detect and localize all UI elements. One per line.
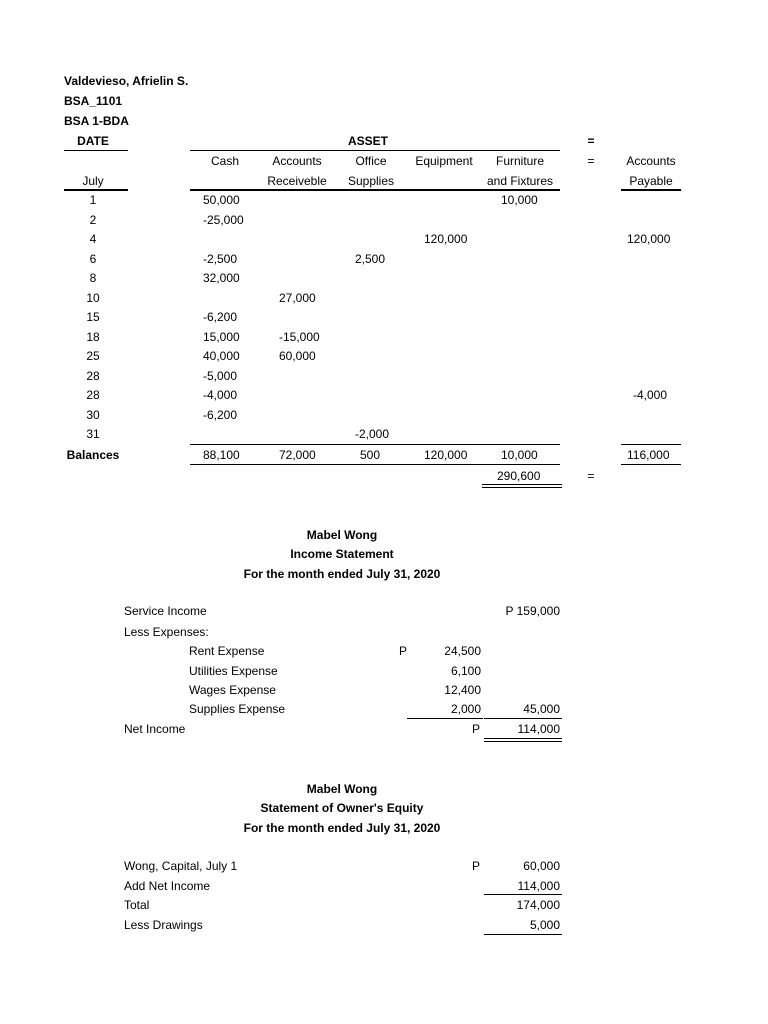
- soe-company-name: Mabel Wong: [306, 782, 378, 796]
- balances-rule: [190, 444, 560, 445]
- net-income-label: Net Income: [124, 722, 186, 736]
- add-net-income-value: 114,000: [517, 879, 560, 893]
- total-label: Total: [124, 898, 150, 912]
- course-code: BSA_1101: [64, 94, 123, 108]
- furniture-column-header-line1: Furniture: [495, 154, 545, 168]
- expenses-rule: [407, 718, 483, 719]
- student-name: Valdevieso, Afrielin S.: [64, 74, 189, 88]
- expense-label: Supplies Expense: [189, 702, 286, 716]
- total-assets-double-underline: [482, 484, 562, 488]
- row-date: 1: [89, 193, 97, 207]
- add-net-income-label: Add Net Income: [124, 879, 211, 893]
- is-period: For the month ended July 31, 2020: [243, 567, 441, 581]
- total-assets: 290,600: [497, 469, 541, 483]
- row-accounts-payable: 120,000: [627, 232, 671, 246]
- expense-peso-sign: P: [399, 644, 408, 658]
- month-underline: [64, 189, 128, 191]
- expense-value: 6,100: [450, 664, 481, 678]
- asset-columns-underline: [190, 189, 560, 191]
- net-income-value: 114,000: [517, 722, 560, 736]
- row-date: 8: [89, 271, 97, 285]
- row-cash: 32,000: [203, 271, 240, 285]
- service-income-value: P 159,000: [505, 604, 560, 618]
- asset-header-underline: [190, 150, 560, 151]
- expense-label: Wages Expense: [189, 683, 276, 697]
- capital-peso-sign: P: [472, 859, 481, 873]
- capital-label: Wong, Capital, July 1: [124, 859, 238, 873]
- ar-column-header-line1: Accounts: [272, 154, 322, 168]
- row-cash: 40,000: [203, 349, 240, 363]
- row-accounts-receivable: 27,000: [279, 291, 316, 305]
- equals-sign: =: [587, 154, 595, 168]
- office-supplies-column-header-line2: Supplies: [347, 174, 395, 188]
- is-title: Income Statement: [290, 547, 394, 561]
- furniture-column-header-line2: and Fixtures: [486, 174, 554, 188]
- equals-sign-header: =: [587, 134, 595, 148]
- balances-bottom-rule: [190, 464, 560, 465]
- month-header: July: [82, 174, 104, 188]
- ar-balance: 72,000: [279, 448, 316, 462]
- row-office-supplies: -2,000: [355, 427, 390, 441]
- date-header-underline: [64, 150, 128, 151]
- ap-column-header-line1: Accounts: [626, 154, 676, 168]
- row-date: 10: [86, 291, 100, 305]
- soe-title: Statement of Owner's Equity: [260, 801, 424, 815]
- row-date: 2: [89, 213, 97, 227]
- row-accounts-receivable: -15,000: [279, 330, 320, 344]
- row-cash: -2,500: [203, 252, 238, 266]
- cash-column-header: Cash: [210, 154, 240, 168]
- row-accounts-payable: -4,000: [633, 388, 668, 402]
- row-date: 15: [86, 310, 100, 324]
- expense-value: 12,400: [444, 683, 481, 697]
- subtotal-rule: [484, 894, 562, 895]
- net-income-double-underline: [484, 738, 562, 742]
- expense-label: Utilities Expense: [189, 664, 278, 678]
- row-cash: -25,000: [203, 213, 244, 227]
- row-cash: 50,000: [203, 193, 240, 207]
- total-value: 174,000: [516, 898, 560, 912]
- row-date: 28: [86, 388, 100, 402]
- ap-balance: 116,000: [627, 448, 670, 462]
- row-cash: -6,200: [203, 310, 238, 324]
- total-expenses-value: 45,000: [523, 702, 560, 716]
- expense-value: 2,000: [450, 702, 481, 716]
- balances-label: Balances: [66, 448, 120, 462]
- equipment-balance: 120,000: [424, 448, 468, 462]
- service-income-label: Service Income: [124, 604, 207, 618]
- section-code: BSA 1-BDA: [64, 114, 129, 128]
- row-date: 6: [89, 252, 97, 266]
- is-company-name: Mabel Wong: [306, 528, 378, 542]
- row-cash: -5,000: [203, 369, 238, 383]
- total-equals-sign: =: [587, 469, 595, 483]
- cash-balance: 88,100: [203, 448, 240, 462]
- furniture-balance: 10,000: [501, 448, 538, 462]
- row-cash: 15,000: [203, 330, 240, 344]
- expense-label: Rent Expense: [189, 644, 265, 658]
- row-cash: -6,200: [203, 408, 238, 422]
- row-furniture: 10,000: [501, 193, 538, 207]
- net-income-peso-sign: P: [472, 722, 481, 736]
- row-date: 25: [86, 349, 100, 363]
- row-date: 31: [86, 427, 100, 441]
- drawings-rule: [484, 934, 562, 935]
- row-date: 18: [86, 330, 100, 344]
- ap-column-underline: [621, 189, 681, 191]
- soe-period: For the month ended July 31, 2020: [243, 821, 441, 835]
- total-expenses-rule: [484, 718, 562, 719]
- office-supplies-balance: 500: [360, 448, 381, 462]
- capital-value: 60,000: [523, 859, 560, 873]
- office-supplies-column-header-line1: Office: [355, 154, 387, 168]
- row-cash: -4,000: [203, 388, 238, 402]
- less-expenses-label: Less Expenses:: [124, 625, 209, 639]
- equipment-column-header: Equipment: [415, 154, 473, 168]
- row-equipment: 120,000: [424, 232, 468, 246]
- ar-column-header-line2: Receiveble: [267, 174, 327, 188]
- asset-header: ASSET: [347, 134, 389, 148]
- ap-bottom-rule: [621, 464, 681, 465]
- ap-balances-rule: [621, 444, 681, 445]
- less-drawings-value: 5,000: [529, 918, 560, 932]
- row-office-supplies: 2,500: [355, 252, 386, 266]
- row-date: 4: [89, 232, 97, 246]
- expense-value: 24,500: [444, 644, 481, 658]
- row-accounts-receivable: 60,000: [279, 349, 316, 363]
- less-drawings-label: Less Drawings: [124, 918, 203, 932]
- ap-column-header-line2: Payable: [629, 174, 673, 188]
- date-header: DATE: [77, 134, 109, 148]
- row-date: 30: [86, 408, 100, 422]
- row-date: 28: [86, 369, 100, 383]
